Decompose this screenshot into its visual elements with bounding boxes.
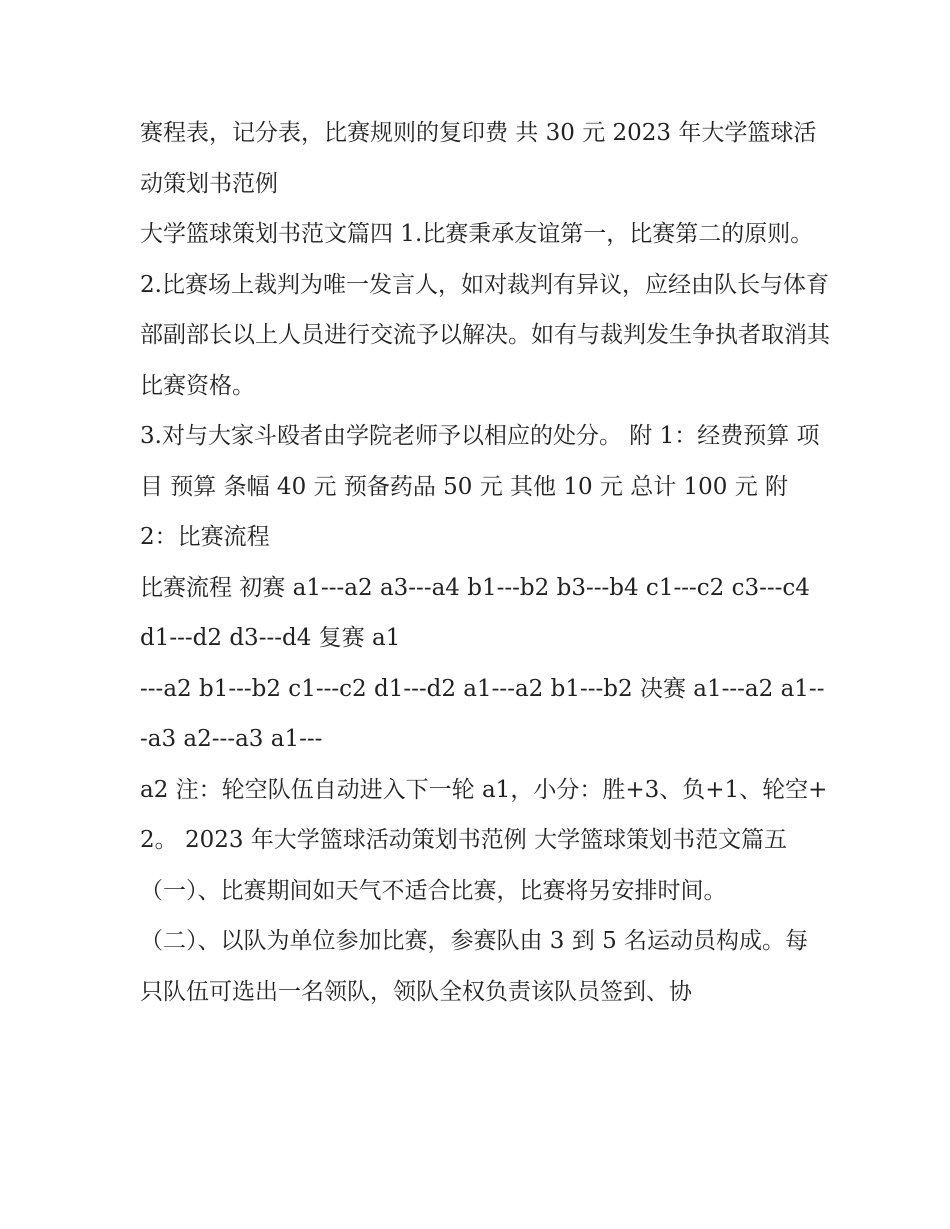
paragraph-4: 3.对与大家斗殴者由学院老师予以相应的处分。 附 1：经费预算 项目 预算 条幅 40 元 预备药品 50 元 其他 10 元 总计 100 元 附 2：比赛流程 [140, 423, 820, 550]
paragraph-1: 赛程表，记分表，比赛规则的复印费 共 30 元 2023 年大学篮球活动策划书范例 [140, 120, 817, 197]
document-body [140, 108, 830, 1017]
paragraph-5: 比赛流程 初赛 a1---a2 a3---a4 b1---b2 b3---b4 c1---c2 c3---c4 d1---d2 d3---d4 复赛 a1 [140, 574, 810, 651]
paragraph-2: 大学篮球策划书范文篇四 1.比赛秉承友谊第一，比赛第二的原则。 [140, 221, 814, 247]
paragraph-3: 2.比赛场上裁判为唯一发言人，如对裁判有异议，应经由队长与体育部副部长以上人员进行交流予以解决。如有与裁判发生争执者取消其比赛资格。 [140, 271, 830, 399]
paragraph-6: ---a2 b1---b2 c1---c2 d1---d2 a1---a2 b1---b2 决赛 a1---a2 a1---a3 a2---a3 a1--- [140, 675, 825, 752]
paragraph-8: （一）、比赛期间如天气不适合比赛，比赛将另安排时间。 [140, 877, 727, 904]
paragraph-7: a2 注：轮空队伍自动进入下一轮 a1，小分：胜+3、负+1、轮空+2。 2023 年大学篮球活动策划书范例 大学篮球策划书范文篇五 [140, 776, 828, 853]
paragraph-9: （二）、以队为单位参加比赛，参赛队由 3 到 5 名运动员构成。每只队伍可选出一名领队，领队全权负责该队员签到、协 [140, 928, 809, 1005]
